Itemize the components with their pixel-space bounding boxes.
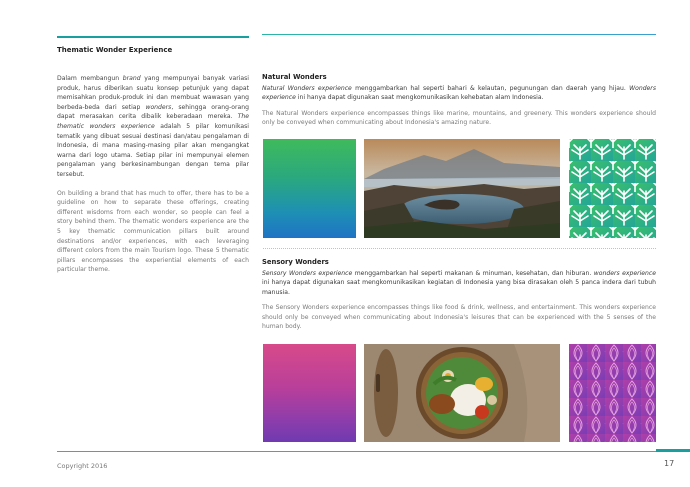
natural-wonders-text-en: The Natural Wonders experience encompasses things like marine, mountains, and greenery. This wonders experience should only be conveyed when communicating about Indonesia's amazing nature. <box>262 109 656 127</box>
natural-wonders-block <box>262 73 656 128</box>
natural-wonders-heading: Natural Wonders <box>262 73 327 81</box>
intro-text: , sehingga orang-orang dapat merasakan cerita dibalik keberadaan mereka. <box>57 103 249 121</box>
sensory-text: menggambarkan hal seperti makanan & minuman, kesehatan, dan hiburan. <box>352 270 594 277</box>
natural-italic: Wonders experience <box>262 85 656 102</box>
section-divider <box>263 248 656 249</box>
footer-accent-bar <box>656 449 690 452</box>
intro-paragraph-en: On building a brand that has much to offer, there has to be a guideline on how to separate these offerings, creating different wisdoms from each wonder, so people can feel a story behind them. The thematic wonders experience are the 5 key thematic communication pillars built around destinations and/or experiences, with each leveraging different colors from the main Tourism logo. These 5 thematic pillars encompasses the experiential elements of each particular theme. <box>57 189 249 274</box>
intro-italic: The thematic wonders experience <box>57 113 249 130</box>
sensory-wonders-text-id <box>262 269 656 297</box>
intro-column <box>57 74 249 284</box>
intro-paragraph-id <box>57 74 249 180</box>
natural-italic: Natural Wonders experience <box>262 85 352 92</box>
sensory-wonders-text-en: The Sensory Wonders experience encompasses things like food & drink, wellness, and entertainment. This wonders experience should only be conveyed when communicating about Indonesia's leisures that can be experienced with the 5 senses of the human body. <box>262 304 656 331</box>
natural-leaf-pattern <box>569 139 656 238</box>
sensory-gradient-swatch <box>263 344 356 442</box>
mountain-crater-lake-photo <box>364 139 560 238</box>
natural-text: ini hanya dapat digunakan saat mengkomunikasikan kehebatan alam Indonesia. <box>295 94 544 102</box>
section-title: Thematic Wonder Experience <box>57 46 173 54</box>
sensory-italic: wonders experience <box>593 270 656 277</box>
natural-wonders-text-id <box>262 84 656 103</box>
footer-rule <box>57 451 656 452</box>
header-rule-left <box>57 36 249 38</box>
copyright-text: Copyright 2016 <box>57 462 108 470</box>
intro-italic: wonders <box>145 103 172 111</box>
sensory-wonders-block <box>262 258 656 331</box>
sensory-italic: Sensory Wonders experience <box>262 270 353 277</box>
sensory-text: ini hanya dapat digunakan saat mengkomunikasikan kegiatan di Indonesia yang bisa dirasakan oleh 5 panca indera dari tubuh manusia. <box>262 279 656 296</box>
natural-gradient-swatch <box>263 139 356 238</box>
intro-text: adalah 5 pilar komunikasi tematik yang dibuat sesuai destinasi dan/atau pengalaman di Indonesia, di mana masing-masing pilar akan mengangkat warna dari logo utama. Setiap pilar ini mempunyai elemen pengalaman yang berkesinambungan dengan tema pilar tersebut. <box>57 122 249 178</box>
page-number: 17 <box>664 459 675 468</box>
intro-text: yang mempunyai banyak variasi produk, harus diberikan suatu konsep petunjuk yang dapat memisahkan produk-produk ini dan membuat wawasan yang berbeda-beda dari setiap <box>57 75 249 111</box>
intro-italic: brand <box>122 75 141 82</box>
header-rule-right <box>262 34 656 35</box>
natural-text: menggambarkan hal seperti bahari & kelautan, pegunungan dan daerah yang hijau. <box>351 85 630 92</box>
intro-text: Dalam membangun <box>57 75 123 82</box>
sensory-wonders-heading: Sensory Wonders <box>262 258 329 266</box>
sensory-petal-pattern <box>569 344 656 442</box>
nasi-campur-food-photo <box>364 344 560 442</box>
